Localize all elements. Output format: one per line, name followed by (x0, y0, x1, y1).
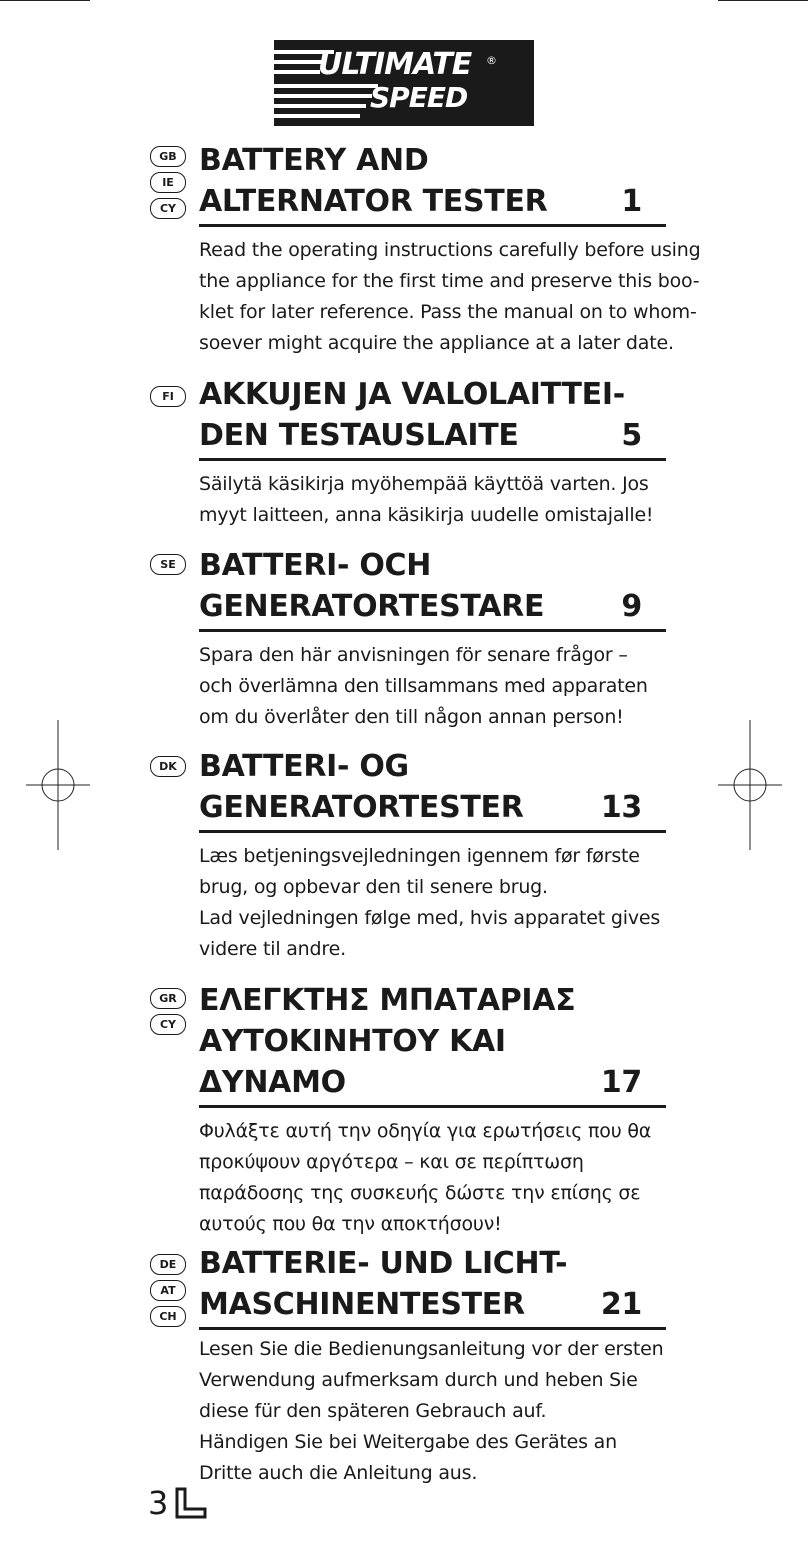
section-title-last-line (199, 1284, 666, 1325)
country-badge-de: DE (150, 1254, 186, 1275)
country-badge-gb: GB (150, 146, 186, 167)
description-line: παράδοσης της συσκευής δώστε την επίσης σε (199, 1182, 641, 1204)
description-line: Säilytä käsikirja myöhempää käyttöä varten. Jos (199, 473, 649, 495)
logo-word-ultimate: ULTIMATE (318, 47, 472, 82)
section-title-line: AKKUJEN JA VALOLAITTEI- (199, 377, 625, 412)
section-title-text: ALTERNATOR TESTER (199, 184, 548, 219)
lidl-l-icon (174, 1486, 208, 1520)
description-line: the appliance for the first time and preserve this boo- (199, 270, 700, 292)
language-badges-en (150, 146, 188, 224)
section-rule (199, 629, 666, 632)
country-badge-ie: IE (150, 172, 186, 193)
section-title-line: ΕΛΕΓΚΤΗΣ ΜΠΑΤΑΡΙΑΣ (199, 983, 576, 1018)
section-page-number: 5 (621, 418, 642, 453)
section-page-number: 1 (621, 184, 642, 219)
description-line: Spara den här anvisningen för senare frågor – (199, 644, 628, 666)
section-description (199, 235, 701, 359)
crop-mark-top-left (0, 0, 90, 1)
section-rule (199, 224, 666, 227)
description-line: soever might acquire the appliance at a later date. (199, 332, 674, 354)
description-line: Φυλάξτε αυτή την οδηγία για ερωτήσεις που θα (199, 1120, 652, 1142)
description-line: Händigen Sie bei Weitergabe des Gerätes an (199, 1431, 617, 1453)
language-badges-de (150, 1254, 188, 1332)
country-badge-dk: DK (150, 756, 186, 777)
description-line: videre til andre. (199, 938, 346, 960)
section-title-text: MASCHINENTESTER (199, 1287, 525, 1322)
country-badge-fi: FI (150, 386, 186, 407)
crop-mark-top-right (718, 0, 808, 1)
section-finnish (199, 374, 666, 531)
section-title-line: BATTERI- OCH (199, 548, 432, 583)
section-rule (199, 458, 666, 461)
section-rule (199, 830, 666, 833)
section-title-text: DEN TESTAUSLAITE (199, 418, 519, 453)
section-title-last-line (199, 586, 666, 627)
country-badge-at: AT (150, 1280, 186, 1301)
registration-mark-right (718, 720, 782, 850)
section-greek (199, 980, 666, 1240)
description-line: Læs betjeningsvejledningen igennem før første (199, 845, 640, 867)
section-german (199, 1243, 666, 1489)
registered-mark: ® (486, 54, 497, 67)
description-line: αυτούς που θα την αποκτήσουν! (199, 1213, 502, 1235)
country-badge-gr: GR (150, 988, 186, 1009)
country-badge-cy: CY (150, 198, 186, 219)
section-page-number: 13 (600, 790, 642, 825)
description-line: Dritte auch die Anleitung aus. (199, 1462, 478, 1484)
section-description (199, 640, 666, 733)
description-line: Lesen Sie die Bedienungsanleitung vor der ersten (199, 1338, 664, 1360)
description-line: myyt laitteen, anna käsikirja uudelle omistajalle! (199, 504, 654, 526)
section-title-last-line (199, 1062, 666, 1103)
section-page-number: 9 (621, 589, 642, 624)
section-title-last-line (199, 181, 666, 222)
section-swedish (199, 545, 666, 733)
description-line: προκύψουν αργότερα – και σε περίπτωση (199, 1151, 584, 1173)
description-line: diese für den späteren Gebrauch auf. (199, 1400, 547, 1422)
section-description (199, 469, 666, 531)
section-title-line: BATTERI- OG (199, 749, 409, 784)
logo-word-speed: SPEED (370, 81, 468, 114)
section-page-number: 17 (600, 1065, 642, 1100)
description-line: Verwendung aufmerksam durch und heben Sie (199, 1369, 638, 1391)
section-title-text: GENERATORTESTARE (199, 589, 545, 624)
section-rule (199, 1327, 666, 1330)
section-english (199, 140, 701, 359)
language-badges-dk (150, 756, 188, 782)
section-rule (199, 1105, 666, 1108)
page-footer (148, 1486, 208, 1520)
section-title-line: BATTERIE- UND LICHT- (199, 1246, 568, 1281)
country-badge-ch: CH (150, 1306, 186, 1327)
description-line: Read the operating instructions carefully before using (199, 239, 701, 261)
language-badges-se (150, 554, 188, 580)
description-line: klet for later reference. Pass the manual on to whom- (199, 301, 697, 323)
description-line: om du överlåter den till någon annan person! (199, 706, 624, 728)
section-description (199, 1334, 666, 1489)
description-line: Lad vejledningen følge med, hvis apparatet gives (199, 907, 661, 929)
section-description (199, 1116, 666, 1240)
ultimate-speed-logo (274, 40, 534, 126)
section-description (199, 841, 666, 965)
registration-mark-left (26, 720, 90, 850)
section-title-text: ΔΥΝΑΜΟ (199, 1065, 346, 1100)
country-badge-se: SE (150, 554, 186, 575)
language-badges-fi (150, 386, 188, 412)
section-page-number: 21 (600, 1287, 642, 1322)
section-title-last-line (199, 787, 666, 828)
section-title-text: GENERATORTESTER (199, 790, 524, 825)
language-badges-gr (150, 988, 188, 1040)
section-danish (199, 746, 666, 965)
section-title-line: BATTERY AND (199, 143, 429, 178)
section-title-line: ΑΥΤΟΚΙΝΗΤΟΥ ΚΑΙ (199, 1024, 506, 1059)
page-number: 3 (148, 1484, 169, 1522)
description-line: och överlämna den tillsammans med apparaten (199, 675, 648, 697)
description-line: brug, og opbevar den til senere brug. (199, 876, 548, 898)
section-title-last-line (199, 415, 666, 456)
country-badge-cy: CY (150, 1014, 186, 1035)
